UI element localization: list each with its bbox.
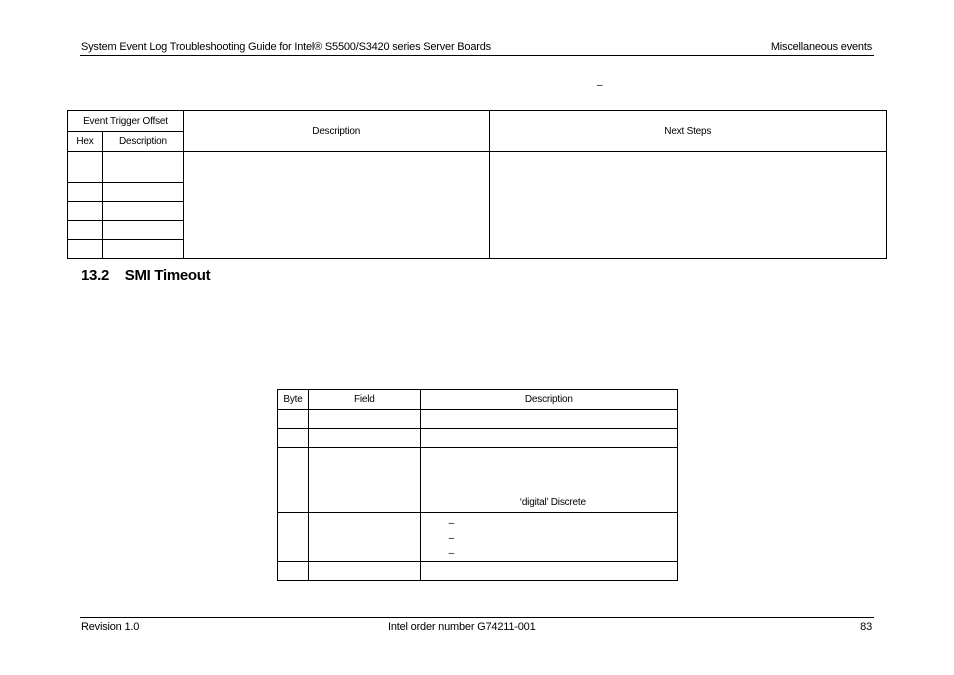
section-heading [81, 267, 210, 284]
description-header: Description [420, 390, 677, 410]
table-cell [68, 202, 103, 221]
table-cell [102, 183, 183, 202]
dash-item: – [448, 533, 455, 544]
table-cell [278, 429, 309, 448]
table-cell [308, 410, 420, 429]
header-doc-title: System Event Log Troubleshooting Guide for Intel® S5500/S3420 series Server Boards [81, 41, 491, 53]
table-cell [278, 562, 309, 581]
table-cell [102, 152, 183, 183]
table-cell [308, 429, 420, 448]
header-section-name: Miscellaneous events [770, 41, 872, 53]
event-trigger-offset-header: Event Trigger Offset [68, 111, 184, 132]
dash-item: – [448, 548, 455, 559]
footer-revision: Revision 1.0 [81, 621, 140, 633]
digital-discrete-note: ‘digital’ Discrete [519, 497, 586, 508]
stray-dash: – [597, 80, 603, 91]
table-cell [420, 410, 677, 429]
table-cell [308, 562, 420, 581]
table-cell [102, 240, 183, 259]
section-title: SMI Timeout [124, 267, 211, 284]
dash-item: – [448, 518, 455, 529]
byte-header: Byte [278, 390, 309, 410]
hex-header: Hex [68, 132, 103, 152]
table-cell [68, 240, 103, 259]
table-cell [420, 429, 677, 448]
table-cell [68, 152, 103, 183]
event-trigger-table [67, 110, 887, 259]
description-cell [183, 152, 489, 259]
table-cell [420, 513, 677, 562]
description-header: Description [183, 111, 489, 152]
table-cell [102, 221, 183, 240]
footer-order-number: Intel order number G74211-001 [388, 621, 536, 633]
table-cell [68, 221, 103, 240]
header-rule [80, 55, 874, 56]
table-cell [278, 513, 309, 562]
section-number: 13.2 [81, 267, 109, 284]
table-cell [308, 513, 420, 562]
footer-page-number: 83 [860, 621, 872, 633]
next-steps-cell [489, 152, 886, 259]
table-cell [278, 410, 309, 429]
table-cell [308, 448, 420, 513]
table-cell [278, 448, 309, 513]
smi-timeout-event-table [277, 389, 678, 581]
footer-rule [80, 617, 874, 618]
table-cell [68, 183, 103, 202]
next-steps-header: Next Steps [489, 111, 886, 152]
table-cell [420, 448, 677, 513]
table-cell [102, 202, 183, 221]
offset-description-header: Description [102, 132, 183, 152]
table-cell [420, 562, 677, 581]
field-header: Field [308, 390, 420, 410]
